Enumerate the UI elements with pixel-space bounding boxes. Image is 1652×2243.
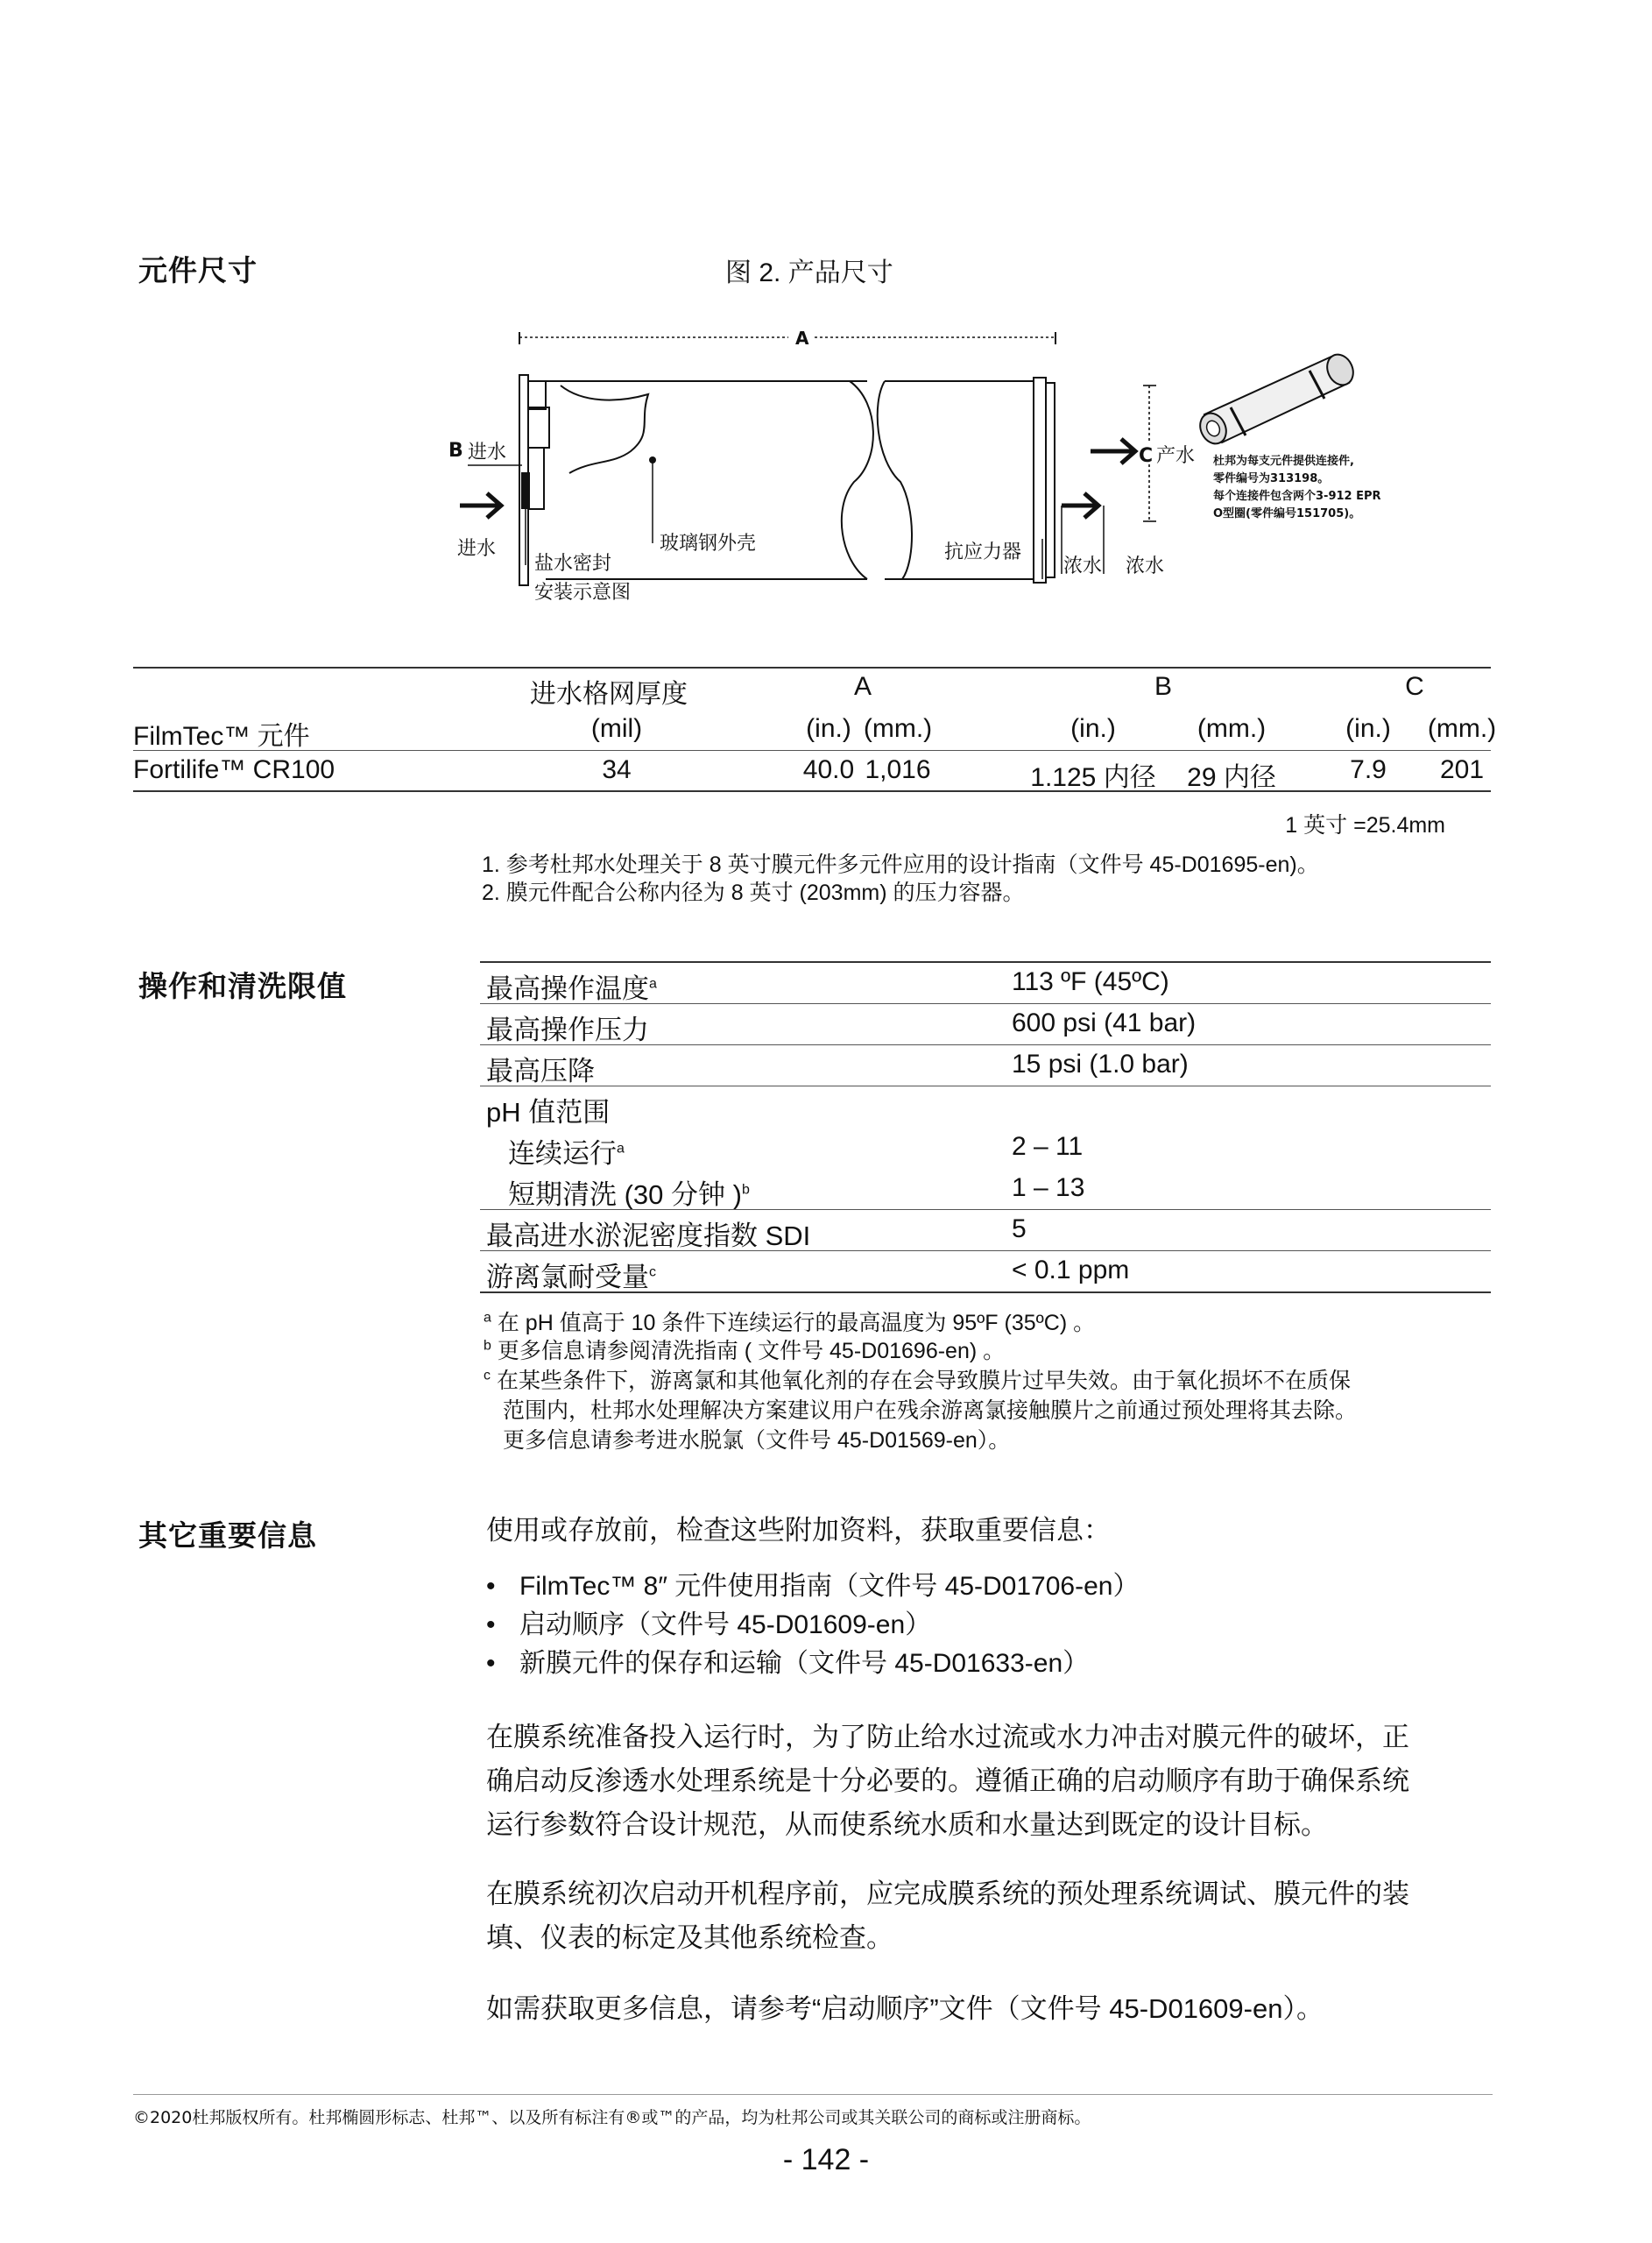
element-dimension-diagram [438,320,1428,618]
brine-seal-label: 盐水密封 [534,553,612,575]
permeate-arrow-icon [1091,439,1135,463]
footer-copyright: ©2020杜邦版权所有。杜邦椭圆形标志、杜邦™、以及所有标注有®或™的产品，均为杜邦公司或其关联公司的商标或注册商标。 [133,2108,1091,2127]
concentrate-label-1: 浓水 [1063,555,1103,577]
th-c: C [1405,672,1424,701]
td-spacer: 34 [602,755,632,784]
th-b-mm: (mm.) [1197,714,1267,743]
feed-b-label: 进水 [468,442,507,463]
footnote-c: $^c$ 在某些条件下，游离氯和其他氧化剂的存在会导致膜片过早失效。由于氧化损坏不在质保 [484,1368,1351,1393]
dim-c-label: C [1139,445,1154,467]
footnote-c-line2: 范围内，杜邦水处理解决方案建议用户在残余游离氯接触膜片之前通过预处理将其去除。 [503,1398,1358,1423]
dimension-note-1: 1. 参考杜邦水处理关于 8 英寸膜元件多元件应用的设计指南（文件号 45-D01695-en)。 [482,853,1319,877]
feed-arrow-icon [460,493,501,518]
feed-label: 进水 [457,538,497,560]
op-label-ph-range: pH 值范围 [486,1097,611,1128]
op-label-continuous: 连续运行$^a$ [508,1138,625,1169]
op-value-max-temp: 113 ºF (45ºC) [1012,967,1169,996]
list-item: • 新膜元件的保存和运输（文件号 45-D01633-en） [486,1649,1090,1678]
op-value-continuous: 2 – 11 [1012,1132,1084,1161]
footer-divider [133,2094,1493,2095]
td-a-in: 40.0 [802,755,855,784]
op-label-short-term-cleaning: 短期清洗 (30 分钟 )$^b$ [508,1179,750,1210]
footnote-a: $^a$ 在 pH 值高于 10 条件下连续运行的最高温度为 95ºF (35ºC) 。 [484,1310,1096,1335]
paragraph-startup-1: 在膜系统准备投入运行时，为了防止给水过流或水力冲击对膜元件的破坏，正 确启动反渗透水处理系统是十分必要的。遵循正确的启动顺序有助于确保系统 运行参数符合设计规范，从而使系统水质和水量达到既定的设计目标。 [486,1722,1409,1840]
td-c-in: 7.9 [1350,755,1387,784]
th-a: A [853,672,872,701]
anti-telescope-label: 抗应力器 [944,541,1022,563]
connector-note-3: 每个连接件包含两个3-912 EPR [1213,490,1381,503]
th-b: B [1154,672,1173,701]
section-title-other-info: 其它重要信息 [138,1518,317,1553]
th-mil: (mil) [590,714,643,743]
section-title-dimensions: 元件尺寸 [138,253,258,287]
op-value-short-term-cleaning: 1 – 13 [1012,1173,1085,1202]
op-value-max-pressure-drop: 15 psi (1.0 bar) [1012,1050,1189,1079]
other-info-intro: 使用或存放前，检查这些附加资料，获取重要信息： [486,1515,1111,1546]
td-b-in: 1.125 内径 [1030,763,1156,792]
th-c-mm: (mm.) [1427,714,1497,743]
dim-a-label: A [795,328,809,349]
th-feed-spacer: 进水格网厚度 [530,680,688,709]
td-a-mm: 1,016 [865,755,931,784]
dimension-note-2: 2. 膜元件配合公称内径为 8 英寸 (203mm) 的压力容器。 [482,881,1025,905]
figure-caption: 图 2. 产品尺寸 [725,258,893,287]
concentrate-arrow-icon [1062,493,1098,518]
th-a-mm: (mm.) [863,714,933,743]
section-title-operating-limits: 操作和清洗限值 [138,969,347,1003]
op-value-max-sdi: 5 [1012,1214,1027,1243]
paragraph-startup-2: 在膜系统初次启动开机程序前，应完成膜系统的预处理系统调试、膜元件的装 填、仪表的标定及其他系统检查。 [486,1879,1409,1953]
th-element: FilmTec™ 元件 [133,722,310,751]
connector-note-2: 零件编号为313198。 [1213,472,1330,485]
connector-note-1: 杜邦为每支元件提供连接件, [1213,455,1354,468]
dimension-a-line [519,332,1055,344]
brine-seal-label-2: 安装示意图 [534,582,632,604]
concentrate-label-2: 浓水 [1126,555,1165,577]
td-c-mm: 201 [1439,755,1485,784]
footnote-c-line3: 更多信息请参考进水脱氯（文件号 45-D01569-en）。 [503,1428,1011,1453]
footnote-b: $^b$ 更多信息请参阅清洗指南 ( 文件号 45-D01696-en) 。 [484,1338,1006,1363]
td-element-name: Fortilife™ CR100 [133,755,335,784]
op-label-free-chlorine: 游离氯耐受量$^c$ [486,1262,656,1292]
op-label-max-pressure: 最高操作压力 [486,1015,649,1045]
op-label-max-pressure-drop: 最高压降 [486,1056,595,1086]
connector-note-4: O型圈(零件编号151705)。 [1213,507,1361,520]
op-label-max-sdi: 最高进水淤泥密度指数 SDI [486,1221,811,1251]
frp-shell-label: 玻璃钢外壳 [660,533,757,555]
permeate-label: 产水 [1156,445,1196,467]
list-item: • FilmTec™ 8″ 元件使用指南（文件号 45-D01706-en） [486,1572,1140,1601]
th-c-in: (in.) [1345,714,1391,743]
op-value-free-chlorine: < 0.1 ppm [1012,1256,1130,1284]
op-label-max-temp: 最高操作温度$^a$ [486,973,657,1004]
th-a-in: (in.) [806,714,851,743]
connector-illustration [1196,350,1359,448]
td-b-mm: 29 内径 [1187,763,1276,792]
list-item: • 启动顺序（文件号 45-D01609-en） [486,1610,932,1639]
paragraph-startup-3: 如需获取更多信息，请参考“启动顺序”文件（文件号 45-D01609-en）。 [486,1993,1324,2024]
page-number: - 142 - [782,2143,870,2176]
op-value-max-pressure: 600 psi (41 bar) [1012,1008,1197,1037]
dim-b-label: B [448,440,463,462]
unit-note: 1 英寸 =25.4mm [1285,813,1445,838]
th-b-in: (in.) [1070,714,1116,743]
